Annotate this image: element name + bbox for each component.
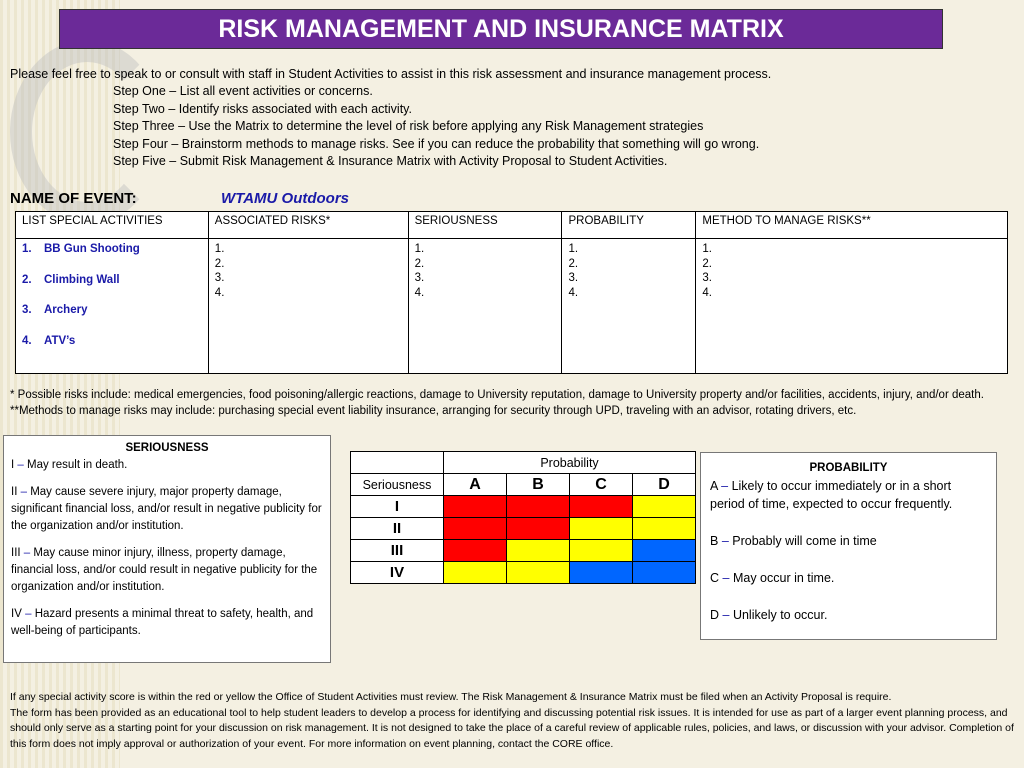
- level-text: May occur in time.: [732, 571, 835, 585]
- matrix-row-label: IV: [351, 562, 444, 584]
- step-four: Step Four – Brainstorm methods to manage risks. See if you can reduce the probability that something will go wrong.: [113, 136, 760, 151]
- footnotes: [10, 387, 984, 419]
- seriousness-line: 1.: [414, 243, 425, 255]
- activity-table-row: [16, 239, 1008, 374]
- matrix-cell: [570, 540, 633, 562]
- seriousness-legend: [3, 435, 331, 663]
- probability-item: C – May occur in time.: [710, 571, 835, 585]
- seriousness-line: 4.: [414, 286, 425, 299]
- probability-title: PROBABILITY: [809, 462, 888, 474]
- matrix-cell: [507, 518, 570, 540]
- level-text: May cause severe injury, major property damage, significant financial loss, and/or result in negative publicity for the organization and/or institution.: [11, 486, 322, 532]
- methods-note: **Methods to manage risks may include: purchasing special event liability insurance, arranging for security through UPD, traveling with an advisor, rotating drivers, etc.: [10, 405, 857, 417]
- probability-legend: [700, 452, 997, 640]
- method-line: 4.: [702, 286, 712, 299]
- page-title: RISK MANAGEMENT AND INSURANCE MATRIX: [59, 9, 943, 49]
- footer-text: [10, 690, 1015, 752]
- header-method-manage: METHOD TO MANAGE RISKS**: [696, 212, 1008, 239]
- risk-matrix: [350, 451, 696, 584]
- activity-name: ATV’s: [44, 334, 76, 347]
- seriousness-line: 3.: [414, 272, 425, 284]
- activity-number: 1.: [22, 243, 32, 255]
- header-associated-risks: ASSOCIATED RISKS*: [208, 212, 408, 239]
- matrix-corner: [351, 452, 444, 474]
- activity-name: Archery: [44, 304, 88, 316]
- methods-cell[interactable]: [696, 239, 1008, 374]
- activity-number: 4.: [22, 334, 32, 347]
- footer-review-note: If any special activity score is within the red or yellow the Office of Student Activities must review. The Risk Management & Insurance Matrix must be filed when an Activity Proposal is require.: [10, 691, 892, 703]
- method-line: 2.: [702, 257, 712, 270]
- matrix-cell: [507, 562, 570, 584]
- risk-line: 2.: [214, 257, 225, 270]
- matrix-row-label: I: [351, 496, 444, 518]
- matrix-probability-row: [351, 452, 696, 474]
- activity-number: 2.: [22, 273, 32, 286]
- matrix-row: [351, 518, 696, 540]
- seriousness-item: III – May cause minor injury, illness, property damage, financial loss, and/or could result in negative publicity for the organization and/or institution.: [11, 547, 318, 593]
- level-label: III: [11, 547, 21, 559]
- list-item: [22, 334, 202, 349]
- level-label: A: [710, 479, 718, 493]
- seriousness-item: IV – Hazard presents a minimal threat to safety, health, and well-being of participants.: [11, 608, 314, 637]
- matrix-cell: [444, 518, 507, 540]
- level-label: IV: [11, 608, 22, 620]
- matrix-cell: [444, 540, 507, 562]
- level-text: Hazard presents a minimal threat to safety, health, and well-being of participants.: [11, 608, 314, 637]
- header-seriousness: SERIOUSNESS: [408, 212, 562, 239]
- step-two: Step Two – Identify risks associated with each activity.: [113, 101, 412, 116]
- matrix-cell: [570, 496, 633, 518]
- matrix-col-a: A: [444, 474, 507, 496]
- intro-section: [10, 66, 771, 170]
- matrix-cell: [570, 562, 633, 584]
- step-five: Step Five – Submit Risk Management & Insurance Matrix with Activity Proposal to Student Activities.: [113, 154, 668, 169]
- matrix-cell: [444, 562, 507, 584]
- possible-risks-note: * Possible risks include: medical emergencies, food poisoning/allergic reactions, damage to University reputation, damage to University property and/or facilities, accidents, injury, and/or death.: [10, 389, 984, 401]
- method-line: 3.: [702, 272, 712, 284]
- matrix-cell: [633, 518, 696, 540]
- activity-number: 3.: [22, 304, 32, 316]
- level-text: May result in death.: [27, 459, 128, 471]
- level-label: D: [710, 608, 720, 622]
- matrix-row-label: III: [351, 540, 444, 562]
- matrix-cell: [570, 518, 633, 540]
- matrix-cell: [444, 496, 507, 518]
- level-label: B: [710, 534, 719, 548]
- list-item: [22, 242, 202, 257]
- seriousness-item: II – May cause severe injury, major property damage, significant financial loss, and/or result in negative publicity for the organization and/or institution.: [11, 486, 322, 532]
- risk-line: 4.: [214, 286, 225, 299]
- matrix-row: [351, 496, 696, 518]
- matrix-cell: [507, 540, 570, 562]
- matrix-col-c: C: [570, 474, 633, 496]
- event-name-value: WTAMU Outdoors: [221, 190, 350, 207]
- level-label: C: [710, 571, 720, 585]
- seriousness-item: I – May result in death.: [11, 459, 128, 471]
- seriousness-cell[interactable]: [408, 239, 562, 374]
- seriousness-line: 2.: [414, 257, 425, 270]
- level-text: Probably will come in time: [732, 534, 877, 548]
- footer-disclaimer: The form has been provided as an educational tool to help student leaders to develop a process for identifying and discussing potential risk issues. It is intended for use as part of a larger event planning process, and should only serve as a starting point for your discussion on risk management. It is not designed to take the place of a careful review of applicable rules, policies, and laws, or discussion with your advisor. Completion of this form does not imply approval or authorization of your event. For more information on event planning, contact the CORE office.: [10, 706, 1014, 750]
- probability-cell[interactable]: [562, 239, 696, 374]
- matrix-row-label: II: [351, 518, 444, 540]
- event-name-label: NAME OF EVENT:: [10, 190, 137, 207]
- activity-table-header: [16, 212, 1008, 239]
- intro-text: Please feel free to speak to or consult with staff in Student Activities to assist in this risk assessment and insurance management process.: [10, 67, 772, 81]
- probability-line: 4.: [568, 286, 579, 299]
- header-probability: PROBABILITY: [562, 212, 696, 239]
- method-line: 1.: [702, 243, 712, 255]
- level-text: Unlikely to occur.: [732, 608, 828, 622]
- matrix-col-b: B: [507, 474, 570, 496]
- matrix-row: [351, 540, 696, 562]
- header-special-activities: LIST SPECIAL ACTIVITIES: [16, 212, 209, 239]
- risk-line: 3.: [214, 272, 225, 284]
- seriousness-title: SERIOUSNESS: [125, 442, 209, 454]
- probability-item: A – Likely to occur immediately or in a short period of time, expected to occur frequently.: [710, 479, 953, 511]
- matrix-cell: [633, 496, 696, 518]
- matrix-column-header-row: [351, 474, 696, 496]
- list-item: [22, 303, 202, 318]
- step-three: Step Three – Use the Matrix to determine the level of risk before applying any Risk Management strategies: [113, 119, 704, 134]
- level-text: May cause minor injury, illness, property damage, financial loss, and/or could result in negative publicity for the organization and/or institution.: [11, 547, 318, 593]
- list-item: [22, 273, 202, 288]
- activity-name: Climbing Wall: [44, 273, 120, 286]
- level-text: Likely to occur immediately or in a short period of time, expected to occur frequently.: [710, 479, 953, 511]
- matrix-cell: [633, 562, 696, 584]
- activities-cell[interactable]: [16, 239, 209, 374]
- risks-cell[interactable]: [208, 239, 408, 374]
- probability-line: 2.: [568, 257, 579, 270]
- matrix-probability-label: Probability: [444, 452, 696, 474]
- matrix-cell: [633, 540, 696, 562]
- matrix-col-d: D: [633, 474, 696, 496]
- level-label: II: [11, 486, 18, 498]
- matrix-seriousness-label: Seriousness: [351, 474, 444, 496]
- level-label: I: [11, 459, 15, 471]
- probability-item: D – Unlikely to occur.: [710, 608, 828, 622]
- activity-name: BB Gun Shooting: [44, 243, 140, 255]
- risk-line: 1.: [214, 243, 225, 255]
- activity-list: [22, 242, 202, 348]
- probability-item: B – Probably will come in time: [710, 534, 877, 548]
- matrix-row: [351, 562, 696, 584]
- probability-line: 1.: [568, 243, 579, 255]
- probability-line: 3.: [568, 272, 579, 284]
- activity-table: [15, 211, 1008, 374]
- matrix-cell: [507, 496, 570, 518]
- step-one: Step One – List all event activities or concerns.: [113, 84, 373, 99]
